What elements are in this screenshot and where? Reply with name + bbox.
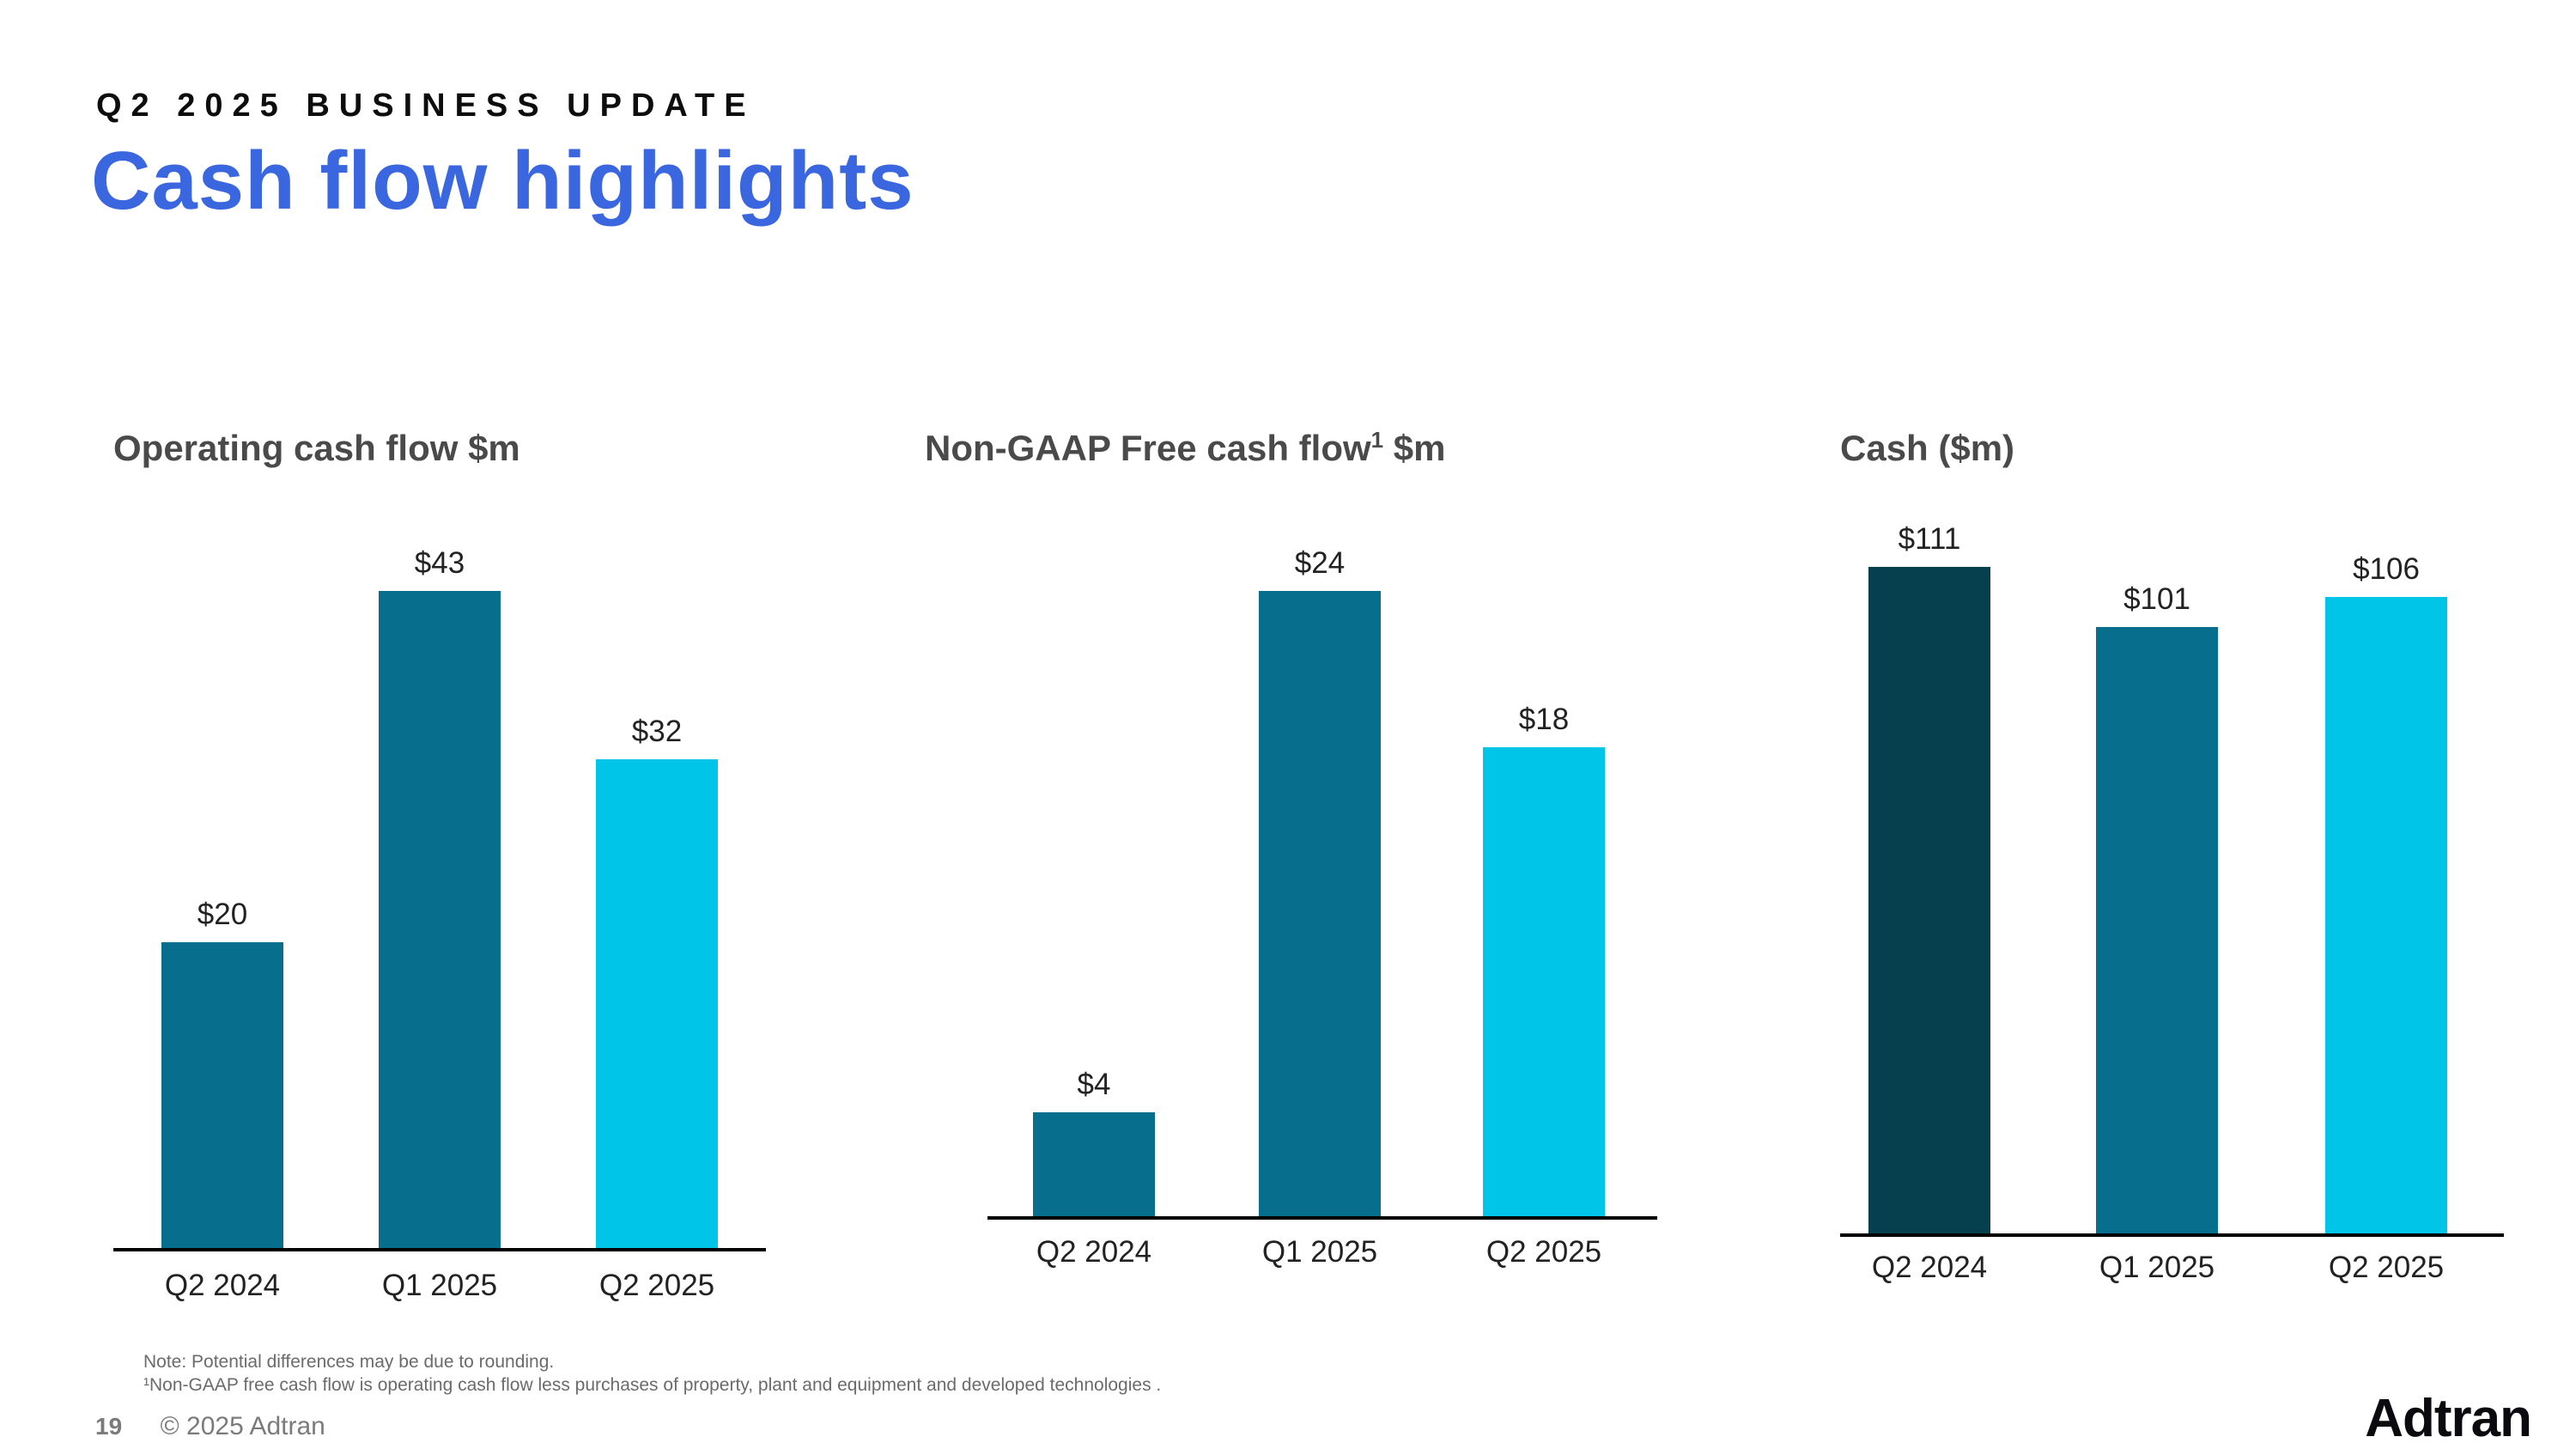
chart-title-text: Cash ($m) bbox=[1840, 428, 2015, 468]
category-label: Q2 2025 bbox=[2328, 1251, 2445, 1284]
chart-title-free-cash-flow bbox=[925, 427, 1446, 469]
chart-free-cash-flow bbox=[925, 427, 1672, 1320]
chart-cash bbox=[1840, 427, 2527, 1337]
bar-value-label: $43 bbox=[414, 546, 465, 580]
bar-value-label: $101 bbox=[2123, 582, 2190, 616]
bar-q2-2024 bbox=[1868, 567, 1990, 1233]
bar-q2-2025 bbox=[596, 759, 718, 1248]
footnote-fcf-definition: ¹Non-GAAP free cash flow is operating cash flow less purchases of property, plant and equipment and developed technologies . bbox=[143, 1375, 1162, 1395]
category-label: Q1 2025 bbox=[2099, 1251, 2215, 1284]
eyebrow-kicker: Q2 2025 BUSINESS UPDATE bbox=[96, 88, 756, 124]
bar-q1-2025 bbox=[2096, 627, 2218, 1233]
plot-area-free-cash-flow bbox=[987, 546, 1657, 1269]
chart-title-text: Non-GAAP Free cash flow bbox=[925, 428, 1371, 468]
footnotes bbox=[143, 1350, 1161, 1397]
chart-title-cash bbox=[1840, 427, 2014, 469]
page-title: Cash flow highlights bbox=[91, 135, 914, 227]
chart-title-suffix: $m bbox=[1383, 428, 1446, 468]
bar-value-label: $18 bbox=[1518, 703, 1570, 736]
bar-value-label: $106 bbox=[2353, 552, 2420, 586]
bar-value-label: $20 bbox=[197, 898, 248, 931]
plot-area-cash bbox=[1840, 522, 2504, 1284]
footnote-rounding: Note: Potential differences may be due to rounding. bbox=[143, 1352, 555, 1372]
bar-q1-2025 bbox=[379, 591, 501, 1248]
plot-area-operating-cash-flow bbox=[113, 546, 766, 1302]
bar-value-label: $4 bbox=[1077, 1068, 1111, 1101]
category-label: Q2 2024 bbox=[1871, 1251, 1988, 1284]
footer-pageline bbox=[95, 1412, 325, 1441]
bar-q2-2024 bbox=[161, 942, 283, 1248]
bar-q1-2025 bbox=[1259, 591, 1381, 1216]
chart-operating-cash-flow bbox=[113, 427, 783, 1346]
bar-q2-2025 bbox=[2325, 597, 2447, 1233]
page-number: 19 bbox=[95, 1413, 123, 1440]
category-label: Q2 2024 bbox=[1036, 1235, 1152, 1269]
category-label: Q2 2024 bbox=[164, 1269, 281, 1302]
chart-title-operating-cash-flow bbox=[113, 427, 520, 469]
category-label: Q1 2025 bbox=[381, 1269, 498, 1302]
chart-title-superscript: 1 bbox=[1370, 427, 1384, 453]
category-label: Q2 2025 bbox=[1485, 1235, 1602, 1269]
bar-value-label: $111 bbox=[1898, 522, 1961, 556]
adtran-logo: Adtran bbox=[2365, 1389, 2531, 1448]
copyright-text: © 2025 Adtran bbox=[160, 1412, 325, 1440]
category-label: Q1 2025 bbox=[1261, 1235, 1378, 1269]
chart-title-text: Operating cash flow $m bbox=[113, 428, 520, 468]
bar-value-label: $24 bbox=[1294, 546, 1346, 580]
category-label: Q2 2025 bbox=[598, 1269, 715, 1302]
bar-q2-2024 bbox=[1033, 1112, 1155, 1216]
bar-value-label: $32 bbox=[631, 715, 683, 748]
bar-q2-2025 bbox=[1483, 747, 1605, 1216]
